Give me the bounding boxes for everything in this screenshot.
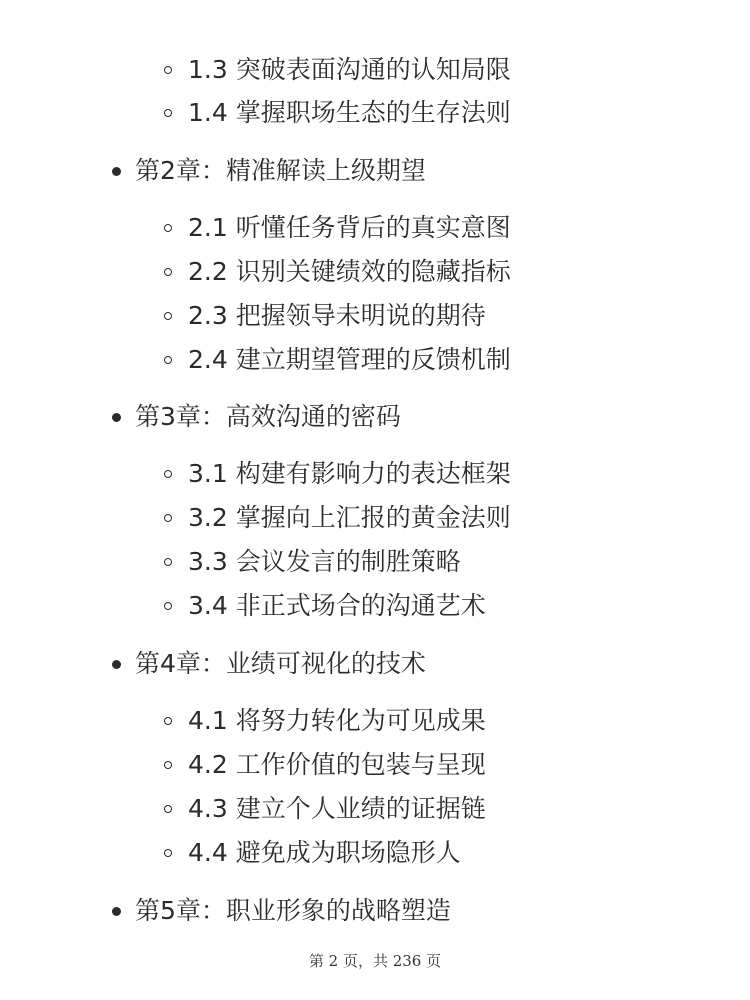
toc-section-label: 2.2 识别关键绩效的隐藏指标 (188, 257, 511, 286)
toc-chapter-3 (0, 397, 401, 437)
circle-bullet-icon (164, 66, 172, 74)
circle-bullet-icon (164, 602, 172, 610)
toc-section-3-2 (0, 498, 511, 538)
toc-chapter-5 (0, 891, 451, 931)
circle-bullet-icon (164, 470, 172, 478)
toc-section-label: 3.2 掌握向上汇报的黄金法则 (188, 503, 511, 532)
circle-bullet-icon (164, 558, 172, 566)
page-number: 第 2 页，共 236 页 (308, 952, 442, 970)
toc-section-label: 4.4 避免成为职场隐形人 (188, 838, 461, 867)
page-footer (0, 950, 750, 971)
circle-bullet-icon (164, 805, 172, 813)
toc-section-2-3 (0, 296, 486, 336)
toc-section-4-4 (0, 833, 461, 873)
toc-section-label: 2.1 听懂任务背后的真实意图 (188, 213, 511, 242)
toc-section-label: 1.3 突破表面沟通的认知局限 (188, 55, 511, 84)
circle-bullet-icon (164, 761, 172, 769)
toc-section-3-3 (0, 542, 461, 582)
toc-section-label: 2.3 把握领导未明说的期待 (188, 301, 486, 330)
toc-chapter-2 (0, 151, 426, 191)
toc-section-label: 4.3 建立个人业绩的证据链 (188, 794, 486, 823)
toc-section-1-3 (0, 50, 511, 90)
toc-section-4-1 (0, 701, 486, 741)
toc-section-label: 3.4 非正式场合的沟通艺术 (188, 591, 486, 620)
toc-section-3-1 (0, 454, 511, 494)
toc-section-2-2 (0, 252, 511, 292)
disc-bullet-icon (112, 413, 121, 422)
disc-bullet-icon (112, 660, 121, 669)
circle-bullet-icon (164, 514, 172, 522)
toc-chapter-label: 第3章：高效沟通的密码 (135, 402, 401, 431)
toc-section-label: 4.2 工作价值的包装与呈现 (188, 750, 486, 779)
circle-bullet-icon (164, 312, 172, 320)
circle-bullet-icon (164, 356, 172, 364)
toc-section-label: 2.4 建立期望管理的反馈机制 (188, 345, 511, 374)
toc-section-label: 3.1 构建有影响力的表达框架 (188, 459, 511, 488)
toc-section-4-3 (0, 789, 486, 829)
circle-bullet-icon (164, 849, 172, 857)
toc-chapter-label: 第4章：业绩可视化的技术 (135, 649, 426, 678)
toc-section-label: 4.1 将努力转化为可见成果 (188, 706, 486, 735)
circle-bullet-icon (164, 109, 172, 117)
toc-section-2-1 (0, 208, 511, 248)
circle-bullet-icon (164, 717, 172, 725)
toc-section-1-4 (0, 93, 511, 133)
toc-section-4-2 (0, 745, 486, 785)
disc-bullet-icon (112, 167, 121, 176)
toc-chapter-label: 第2章：精准解读上级期望 (135, 156, 426, 185)
toc-section-3-4 (0, 586, 486, 626)
toc-chapter-4 (0, 644, 426, 684)
circle-bullet-icon (164, 224, 172, 232)
toc-section-label: 3.3 会议发言的制胜策略 (188, 547, 461, 576)
disc-bullet-icon (112, 907, 121, 916)
circle-bullet-icon (164, 268, 172, 276)
toc-section-2-4 (0, 340, 511, 380)
toc-section-label: 1.4 掌握职场生态的生存法则 (188, 98, 511, 127)
toc-chapter-label: 第5章：职业形象的战略塑造 (135, 896, 451, 925)
